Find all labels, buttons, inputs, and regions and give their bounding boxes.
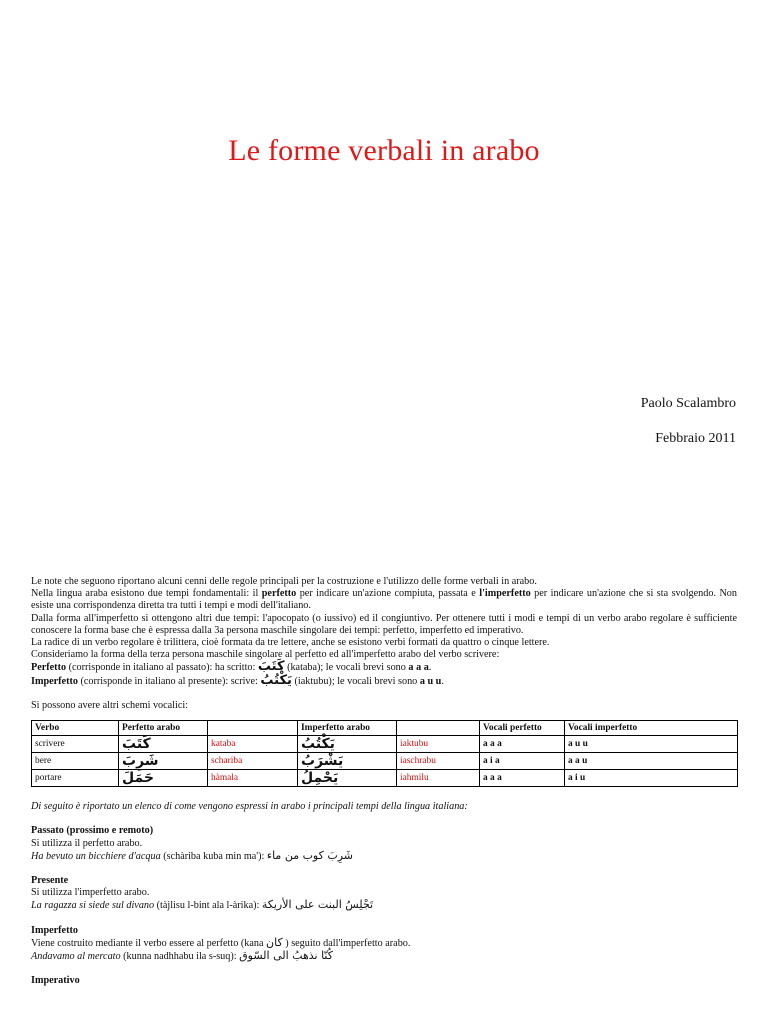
example-arabic: شَرِبَ كوب من ماء (266, 848, 353, 862)
label-perfetto: Perfetto (31, 662, 67, 674)
example-arabic: كُنّا نذهبُ الى السّوق (239, 949, 333, 963)
cell-perf-arabic: حَمَلَ (119, 770, 208, 787)
example-translit: (schàriba kuba min ma'): (160, 850, 267, 862)
paragraph-tempi (31, 588, 737, 612)
paragraph-schemi: Si possono avere altri schemi vocalici: (31, 699, 189, 711)
arabic-word: يَكْتُبُ (260, 672, 292, 688)
section-title-imperfetto: Imperfetto (31, 924, 78, 936)
paragraph-forma-imperfetto: Dalla forma all'imperfetto si ottengono altri due tempi: l'apocopato (o iussivo) ed il congiuntivo. Per ottenere tutti i modi e tempi di un verbo arabo regolare è sufficiente conoscere la forma base che è espressa dalla 3a persona maschile singolare dei tempi: perfetto, imperfetto ed imperativo. (31, 612, 737, 636)
cell-verb: scrivere (32, 736, 119, 753)
col-header-perfetto: Perfetto arabo (119, 721, 208, 736)
paragraph-perfetto: Perfetto (corrisponde in italiano al passato): ha scritto: كَتَبَ (kataba); le vocali brevi sono a a a. (31, 659, 432, 675)
term-imperfetto: l'imperfetto (479, 588, 531, 600)
example-translit: (tàjlisu l-bint ala l-àrika): (154, 900, 262, 912)
text-span: Viene costruito mediante il verbo essere al perfetto (kana (31, 937, 267, 949)
author-name: Paolo Scalambro (640, 396, 736, 411)
text-span: ) seguito dall'imperfetto arabo. (282, 937, 411, 949)
verb-table (31, 720, 738, 787)
cell-perf-translit: kataba (208, 736, 298, 753)
example-italian: La ragazza si siede sul divano (31, 900, 155, 912)
example-arabic: تَجْلِسُ البنت على الأريكة (261, 898, 374, 912)
cell-vowels-imp: a u u (565, 736, 738, 753)
cell-imp-translit: iaktubu (397, 736, 480, 753)
section-text: Si utilizza l'imperfetto arabo. (31, 887, 150, 899)
cell-imp-translit: iahmilu (397, 770, 480, 787)
cell-vowels-imp: a i u (565, 770, 738, 787)
arabic-word: كان (266, 935, 283, 949)
paragraph-imperfetto: Imperfetto (corrisponde in italiano al presente): scrive: يَكْتُبُ (iaktubu); le vocali brevi sono a u u. (31, 672, 444, 688)
cell-vowels-perf: a a a (480, 736, 565, 753)
paragraph-radice: La radice di un verbo regolare è trilittera, cioè formata da tre lettere, anche se esistono verbi formati da quattro o cinque lettere. (31, 637, 550, 649)
col-header-vocali-imperfetto: Vocali imperfetto (565, 721, 738, 736)
section-text: Si utilizza il perfetto arabo. (31, 837, 143, 849)
col-header-verbo: Verbo (32, 721, 119, 736)
text-span: Nella lingua araba esistono due tempi fondamentali: il (31, 588, 262, 600)
cell-perf-translit: schariba (208, 753, 298, 770)
section-title-imperativo: Imperativo (31, 975, 80, 987)
cell-imp-arabic: يَشْرَبُ (298, 753, 397, 770)
cell-vowels-perf: a i a (480, 753, 565, 770)
table-row (32, 736, 738, 753)
example-imperfetto (31, 950, 737, 963)
cell-perf-arabic: كَتَبَ (119, 736, 208, 753)
col-header-vocali-perfetto: Vocali perfetto (480, 721, 565, 736)
section-text (31, 937, 737, 950)
section-title-passato: Passato (prossimo e remoto) (31, 825, 154, 837)
cell-imp-arabic: يَكْتُبُ (298, 736, 397, 753)
example-presente (31, 899, 737, 912)
cell-verb: portare (32, 770, 119, 787)
cell-verb: bere (32, 753, 119, 770)
table-header-row (32, 721, 738, 736)
cell-imp-arabic: يَحْمِلُ (298, 770, 397, 787)
cell-vowels-imp: a a u (565, 753, 738, 770)
col-header-imperfetto-tr (397, 721, 480, 736)
col-header-imperfetto: Imperfetto arabo (298, 721, 397, 736)
text-span: per indicare un'azione che si sta svolgendo. Non esiste una corrispondenza diretta tra tutti i tempi e modi dell'italiano. (31, 588, 737, 612)
paragraph-elenco: Di seguito è riportato un elenco di come vengono espressi in arabo i principali tempi della lingua italiana: (31, 801, 468, 813)
text-span: (corrisponde in italiano al passato): ha scritto: (66, 662, 258, 674)
paragraph-consideriamo: Consideriamo la forma della terza persona maschile singolare al perfetto ed all'imperfetto arabo del verbo scrivere: (31, 649, 500, 661)
text-span: (iaktubu); le vocali brevi sono (291, 675, 420, 687)
example-passato (31, 850, 737, 863)
document-title: Le forme verbali in arabo (228, 134, 540, 167)
cell-vowels-perf: a a a (480, 770, 565, 787)
example-italian: Andavamo al mercato (31, 951, 121, 963)
vowels-imperfetto: a u u (419, 675, 442, 687)
cell-imp-translit: iaschrabu (397, 753, 480, 770)
text-span: (kataba); le vocali brevi sono (284, 662, 409, 674)
document-date: Febbraio 2011 (655, 431, 736, 446)
table-row (32, 753, 738, 770)
document-body (31, 576, 737, 987)
table-row (32, 770, 738, 787)
label-imperfetto: Imperfetto (31, 675, 78, 687)
vowels-perfetto: a a a (408, 662, 429, 674)
paragraph-intro-notes: Le note che seguono riportano alcuni cenni delle regole principali per la costruzione e l'utilizzo delle forme verbali in arabo. (31, 576, 537, 587)
text-span: (corrisponde in italiano al presente): scrive: (77, 675, 261, 687)
col-header-perfetto-tr (208, 721, 298, 736)
cell-perf-translit: hàmala (208, 770, 298, 787)
cell-perf-arabic: شَرِبَ (119, 753, 208, 770)
arabic-word: كَتَبَ (257, 659, 285, 675)
example-translit: (kunna nadhhabu ila s-suq): (120, 951, 240, 963)
section-title-presente: Presente (31, 875, 69, 887)
example-italian: Ha bevuto un bicchiere d'acqua (31, 850, 161, 862)
term-perfetto: perfetto (261, 588, 297, 600)
text-span: per indicare un'azione compiuta, passata e (296, 588, 480, 600)
